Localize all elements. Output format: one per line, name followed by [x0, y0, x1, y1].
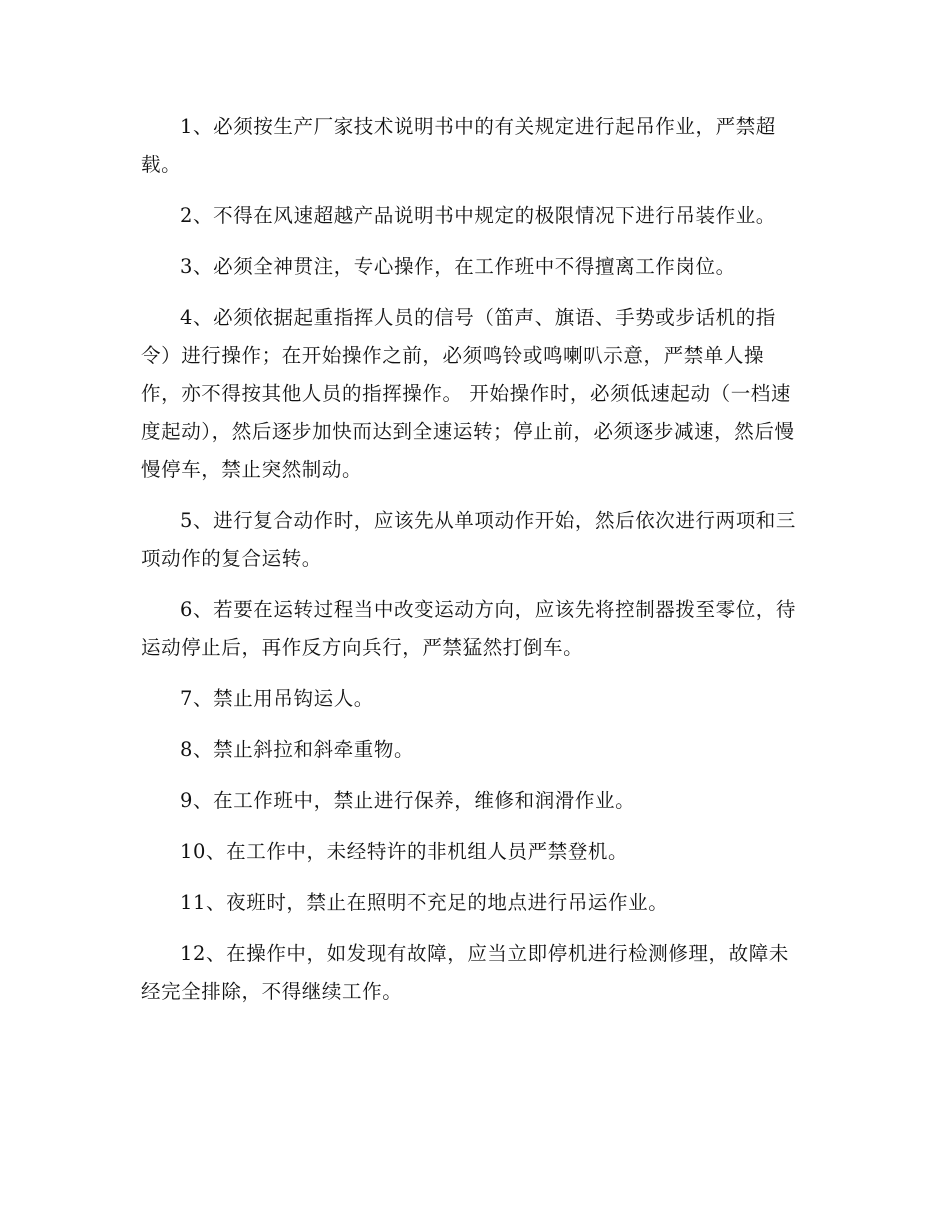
paragraph-6: 6、若要在运转过程当中改变运动方向，应该先将控制器拨至零位，待运动停止后，再作反方向兵行，严禁猛然打倒车。 — [141, 598, 797, 659]
paragraph-9: 9、在工作班中，禁止进行保养，维修和润滑作业。 — [180, 789, 636, 812]
paragraph-8: 8、禁止斜拉和斜牵重物。 — [180, 738, 415, 761]
paragraph-2: 2、不得在风速超越产品说明书中规定的极限情况下进行吊装作业。 — [180, 204, 776, 227]
paragraph-5: 5、进行复合动作时，应该先从单项动作开始，然后依次进行两项和三项动作的复合运转。 — [141, 509, 797, 570]
paragraph-1: 1、必须按生产厂家技术说明书中的有关规定进行起吊作业，严禁超载。 — [141, 115, 776, 176]
paragraph-3: 3、必须全神贯注，专心操作，在工作班中不得擅离工作岗位。 — [180, 255, 736, 278]
document-body — [141, 108, 803, 1024]
paragraph-12: 12、在操作中，如发现有故障，应当立即停机进行检测修理，故障未经完全排除，不得继续工作。 — [141, 942, 789, 1003]
paragraph-10: 10、在工作中，未经特许的非机组人员严禁登机。 — [180, 840, 629, 863]
paragraph-7: 7、禁止用吊钩运人。 — [180, 687, 374, 710]
paragraph-11: 11、夜班时，禁止在照明不充足的地点进行吊运作业。 — [180, 891, 669, 914]
paragraph-4: 4、必须依据起重指挥人员的信号（笛声、旗语、手势或步话机的指令）进行操作；在开始操作之前，必须鸣铃或鸣喇叭示意，严禁单人操作，亦不得按其他人员的指挥操作。 开始操作时，必须低速起动（一档速度起动），然后逐步加快而达到全速运转；停止前，必须逐步减速，然后慢慢停车，禁止突然制动。 — [141, 306, 795, 481]
